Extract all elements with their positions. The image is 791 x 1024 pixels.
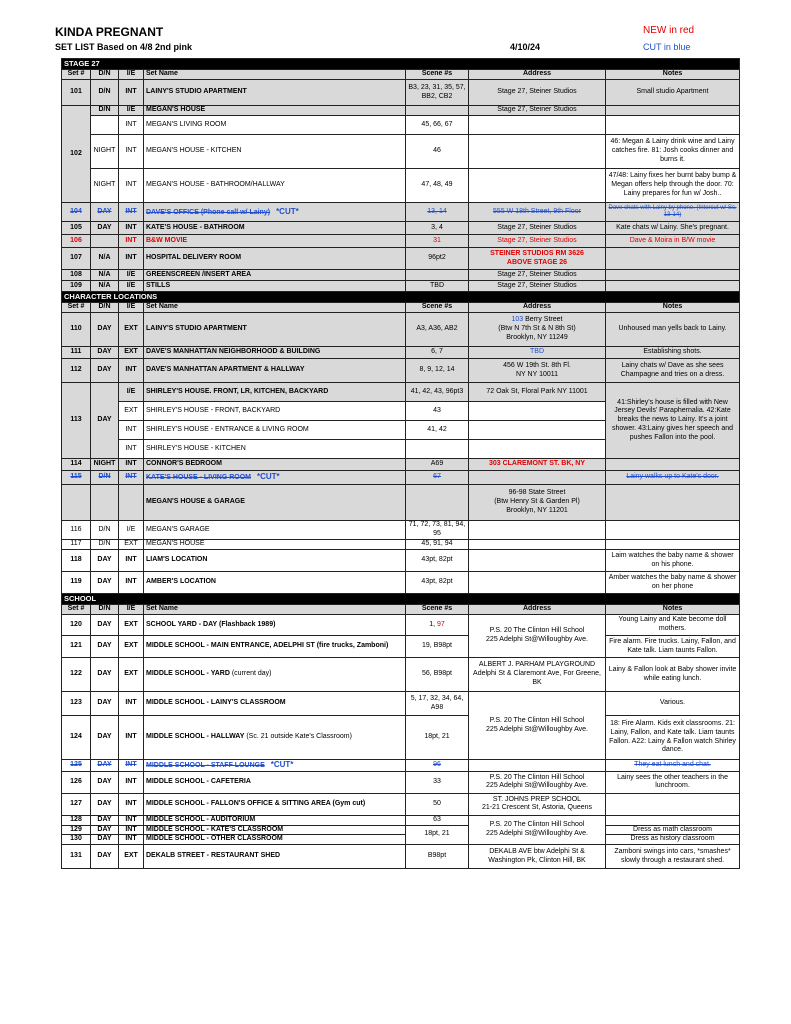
scenes: 1, 97 [406, 615, 469, 636]
table-row [62, 615, 740, 636]
col-address: Address [469, 70, 606, 80]
set-name: MIDDLE SCHOOL - MAIN ENTRANCE, ADELPHI ST (fire trucks, Zamboni) [144, 636, 406, 658]
col-dn: D/N [91, 70, 119, 80]
address: Stage 27, Steiner Studios [469, 222, 606, 235]
scenes: 67 [406, 471, 469, 485]
int-ext: INT [119, 550, 144, 572]
notes: Zamboni swings into cars, *smashes* slowly through a restaurant shed. [606, 845, 740, 869]
int-ext: INT [119, 235, 144, 248]
table-row [62, 248, 740, 270]
scenes: 43 [406, 402, 469, 421]
notes: Lainy sees the other teachers in the lunchroom. [606, 771, 740, 793]
day-night: N/A [91, 248, 119, 270]
scenes: 13, 14 [406, 203, 469, 222]
set-number: 113 [62, 383, 91, 459]
int-ext: INT [119, 203, 144, 222]
notes: Lainy walks up to Kate's door. [606, 471, 740, 485]
day-night: DAY [91, 825, 119, 835]
set-number: 120 [62, 615, 91, 636]
scenes: 45, 66, 67 [406, 116, 469, 135]
scenes: 31 [406, 235, 469, 248]
set-number: 116 [62, 521, 91, 540]
set-number: 105 [62, 222, 91, 235]
address: Stage 27, Steiner Studios [469, 281, 606, 292]
table-row [62, 116, 740, 135]
set-number: 125 [62, 760, 91, 772]
document-date: 4/10/24 [510, 42, 541, 52]
table-row [62, 658, 740, 692]
set-name: LAINY'S STUDIO APARTMENT [144, 313, 406, 347]
col-name: Set Name [144, 70, 406, 80]
notes: 41:Shirley's house is filled with New Jersey Devils' Paraphernalia. 42:Kate breaks the news to Lainy. It's a joint shower. 43:Lainy gives her speech and pushes Fallon into the pool. [606, 383, 740, 459]
int-ext: EXT [119, 636, 144, 658]
address: 72 Oak St, Floral Park NY 11001 [469, 383, 606, 402]
table-row [62, 203, 740, 222]
address: 456 W 19th St. 8th Fl. NY NY 10011 [469, 359, 606, 383]
day-night: DAY [91, 572, 119, 594]
table-row [62, 815, 740, 825]
notes: They eat lunch and chat. [606, 760, 740, 772]
day-night: DAY [91, 692, 119, 716]
day-night: DAY [91, 313, 119, 347]
int-ext: INT [119, 359, 144, 383]
set-name: DAVE'S MANHATTAN APARTMENT & HALLWAY [144, 359, 406, 383]
int-ext: INT [119, 835, 144, 845]
scenes: 18pt, 21 [406, 825, 469, 845]
table-row [62, 550, 740, 572]
int-ext: I/E [119, 106, 144, 116]
day-night: D/N [91, 521, 119, 540]
set-name: STILLS [144, 281, 406, 292]
set-number: 111 [62, 347, 91, 359]
set-number: 112 [62, 359, 91, 383]
section-title: SCHOOL [62, 594, 740, 605]
scenes: 50 [406, 793, 469, 815]
table-row [62, 540, 740, 550]
set-name: SCHOOL YARD - DAY (Flashback 1989) [144, 615, 406, 636]
set-number: 117 [62, 540, 91, 550]
notes: Lainy chats w/ Dave as she sees Champagne and tries on a dress. [606, 359, 740, 383]
int-ext: I/E [119, 383, 144, 402]
scenes: 96pt2 [406, 248, 469, 270]
day-night: DAY [91, 359, 119, 383]
notes: 47/48: Lainy fixes her burnt baby bump & Megan offers help through the door. 70: Lainy prepares for fun w/ Josh.. [606, 169, 740, 203]
notes: Laim watches the baby name & shower on his phone. [606, 550, 740, 572]
scenes: 63 [406, 815, 469, 825]
table-row [62, 471, 740, 485]
notes: Kate chats w/ Lainy. She's pregnant. [606, 222, 740, 235]
table-row [62, 235, 740, 248]
table-row [62, 771, 740, 793]
scenes: A3, A36, AB2 [406, 313, 469, 347]
address: Stage 27, Steiner Studios [469, 270, 606, 281]
set-number: 130 [62, 835, 91, 845]
set-name: SHIRLEY'S HOUSE - FRONT, BACKYARD [144, 402, 406, 421]
address: P.S. 20 The Clinton Hill School 225 Adelphi St@Willoughby Ave. [469, 692, 606, 760]
table-row [62, 485, 740, 521]
set-name: MIDDLE SCHOOL - CAFETERIA [144, 771, 406, 793]
set-name: B&W MOVIE [144, 235, 406, 248]
notes: Dress as history classroom [606, 835, 740, 845]
set-number: 115 [62, 471, 91, 485]
table-row [62, 281, 740, 292]
set-name: MEGAN'S GARAGE [144, 521, 406, 540]
set-number: 127 [62, 793, 91, 815]
day-night: DAY [91, 845, 119, 869]
int-ext: INT [119, 222, 144, 235]
day-night: DAY [91, 793, 119, 815]
int-ext: INT [119, 716, 144, 760]
document-subtitle: SET LIST Based on 4/8 2nd pink [55, 42, 193, 52]
day-night: DAY [91, 636, 119, 658]
set-name: KATE'S HOUSE - LIVING ROOM *CUT* [144, 471, 406, 485]
day-night: D/N [91, 80, 119, 106]
notes: Dave & Moira in B/W movie [606, 235, 740, 248]
day-night: DAY [91, 771, 119, 793]
section-header [62, 594, 740, 605]
set-name: MEGAN'S HOUSE - BATHROOM/HALLWAY [144, 169, 406, 203]
int-ext: INT [119, 471, 144, 485]
day-night: D/N [91, 106, 119, 116]
notes: Dress as math classroom [606, 825, 740, 835]
col-notes: Notes [606, 70, 740, 80]
int-ext: INT [119, 572, 144, 594]
scenes: A69 [406, 459, 469, 471]
notes: Amber watches the baby name & shower on her phone [606, 572, 740, 594]
scenes: 18pt, 21 [406, 716, 469, 760]
table-row [62, 845, 740, 869]
notes: Young Lainy and Kate become doll mothers. [606, 615, 740, 636]
set-name: MIDDLE SCHOOL - LAINY'S CLASSROOM [144, 692, 406, 716]
day-night: DAY [91, 550, 119, 572]
scenes: 71, 72, 73, 81, 94, 95 [406, 521, 469, 540]
day-night: D/N [91, 540, 119, 550]
section-header [62, 292, 740, 303]
notes: Unhoused man yells back to Lainy. [606, 313, 740, 347]
int-ext: INT [119, 440, 144, 459]
set-name: LIAM'S LOCATION [144, 550, 406, 572]
set-number: 102 [62, 106, 91, 203]
scenes: 43pt, 82pt [406, 550, 469, 572]
set-number: 129 [62, 825, 91, 835]
table-row [62, 459, 740, 471]
set-number: 109 [62, 281, 91, 292]
day-night: DAY [91, 716, 119, 760]
int-ext: INT [119, 135, 144, 169]
set-name: MIDDLE SCHOOL - OTHER CLASSROOM [144, 835, 406, 845]
day-night: DAY [91, 658, 119, 692]
address: DEKALB AVE btw Adelphi St & Washington Pk, Clinton Hill, BK [469, 845, 606, 869]
address: Stage 27, Steiner Studios [469, 80, 606, 106]
set-name: MIDDLE SCHOOL - STAFF LOUNGE *CUT* [144, 760, 406, 772]
cut-tag: *CUT* [256, 472, 280, 482]
cut-tag: *CUT* [276, 206, 299, 216]
set-number: 101 [62, 80, 91, 106]
address: P.S. 20 The Clinton Hill School 225 Adelphi St@Willoughby Ave. [469, 815, 606, 844]
set-name: HOSPITAL DELIVERY ROOM [144, 248, 406, 270]
scenes: 6, 7 [406, 347, 469, 359]
scenes: 46 [406, 135, 469, 169]
day-night: DAY [91, 383, 119, 459]
scenes: 33 [406, 771, 469, 793]
day-night: DAY [91, 222, 119, 235]
scenes: 5, 17, 32, 34, 64, A98 [406, 692, 469, 716]
set-name: DEKALB STREET - RESTAURANT SHED [144, 845, 406, 869]
int-ext: I/E [119, 521, 144, 540]
address: Stage 27, Steiner Studios [469, 235, 606, 248]
set-number: 126 [62, 771, 91, 793]
scenes: 19, B98pt [406, 636, 469, 658]
int-ext: INT [119, 771, 144, 793]
day-night: DAY [91, 615, 119, 636]
set-name: DAVE'S MANHATTAN NEIGHBORHOOD & BUILDING [144, 347, 406, 359]
day-night: DAY [91, 203, 119, 222]
set-name: MIDDLE SCHOOL - FALLON'S OFFICE & SITTING AREA (Gym cut) [144, 793, 406, 815]
column-header-row: Set # D/N I/E Set Name Scene #s Address Notes [62, 303, 740, 313]
scenes: 41, 42 [406, 421, 469, 440]
col-ie: I/E [119, 70, 144, 80]
set-name: SHIRLEY'S HOUSE - ENTRANCE & LIVING ROOM [144, 421, 406, 440]
set-number: 108 [62, 270, 91, 281]
set-name: MEGAN'S HOUSE - KITCHEN [144, 135, 406, 169]
notes: Small studio Apartment [606, 80, 740, 106]
set-name: MEGAN'S HOUSE [144, 106, 406, 116]
column-header-row [62, 70, 740, 80]
set-name: MEGAN'S HOUSE [144, 540, 406, 550]
int-ext: I/E [119, 281, 144, 292]
set-name: MIDDLE SCHOOL - YARD (current day) [144, 658, 406, 692]
legend-new-red: NEW in red [643, 25, 695, 36]
address: 303 CLAREMONT ST. BK, NY [469, 459, 606, 471]
int-ext: INT [119, 825, 144, 835]
notes: Fire alarm. Fire trucks. Lainy, Fallon, and Kate talk. Liam taunts Fallon. [606, 636, 740, 658]
notes: Establishing shots. [606, 347, 740, 359]
notes: Lainy & Fallon look at Baby shower invite while eating lunch. [606, 658, 740, 692]
set-number: 121 [62, 636, 91, 658]
int-ext: INT [119, 793, 144, 815]
address: 96-98 State Street (Btw Henry St & Garden Pl) Brooklyn, NY 11201 [469, 485, 606, 521]
int-ext: I/E [119, 270, 144, 281]
section-title: CHARACTER LOCATIONS [62, 292, 740, 303]
set-number: 119 [62, 572, 91, 594]
table-row [62, 835, 740, 845]
scenes: 96 [406, 760, 469, 772]
day-night: N/A [91, 281, 119, 292]
column-header-row: Set # D/N I/E Set Name Scene #s Address Notes [62, 605, 740, 615]
scenes: 56, B98pt [406, 658, 469, 692]
set-number: 114 [62, 459, 91, 471]
scenes: B98pt [406, 845, 469, 869]
int-ext: INT [119, 459, 144, 471]
table-row [62, 716, 740, 760]
table-row [62, 383, 740, 402]
table-row [62, 169, 740, 203]
set-number: 118 [62, 550, 91, 572]
int-ext: EXT [119, 347, 144, 359]
table-row [62, 793, 740, 815]
set-name: MEGAN'S HOUSE & GARAGE [144, 485, 406, 521]
int-ext: INT [119, 248, 144, 270]
day-night: DAY [91, 815, 119, 825]
address: TBD [469, 347, 606, 359]
table-row [62, 313, 740, 347]
table-row [62, 521, 740, 540]
table-row [62, 636, 740, 658]
int-ext: INT [119, 815, 144, 825]
set-number: 123 [62, 692, 91, 716]
set-number: 110 [62, 313, 91, 347]
legend-cut-blue: CUT in blue [643, 42, 691, 52]
set-name: MIDDLE SCHOOL - AUDITORIUM [144, 815, 406, 825]
address: P.S. 20 The Clinton Hill School 225 Adelphi St@Willoughby Ave. [469, 615, 606, 658]
int-ext: INT [119, 421, 144, 440]
set-name: MEGAN'S LIVING ROOM [144, 116, 406, 135]
int-ext: EXT [119, 615, 144, 636]
int-ext: EXT [119, 540, 144, 550]
col-set: Set # [62, 70, 91, 80]
int-ext: EXT [119, 845, 144, 869]
set-name: MIDDLE SCHOOL - HALLWAY (Sc. 21 outside Kate's Classroom) [144, 716, 406, 760]
scenes: 8, 9, 12, 14 [406, 359, 469, 383]
int-ext: INT [119, 116, 144, 135]
address: STEINER STUDIOS RM 3626 ABOVE STAGE 26 [469, 248, 606, 270]
set-name: AMBER'S LOCATION [144, 572, 406, 594]
address: P.S. 20 The Clinton Hill School 225 Adelphi St@Willoughby Ave. [469, 771, 606, 793]
table-row [62, 692, 740, 716]
int-ext: EXT [119, 402, 144, 421]
day-night: NIGHT [91, 135, 119, 169]
scenes: 41, 42, 43, 96pt3 [406, 383, 469, 402]
set-number: 128 [62, 815, 91, 825]
day-night: NIGHT [91, 169, 119, 203]
col-scenes: Scene #s [406, 70, 469, 80]
scenes: B3, 23, 31, 35, 57, BB2, CB2 [406, 80, 469, 106]
set-number: 122 [62, 658, 91, 692]
int-ext: EXT [119, 658, 144, 692]
cut-tag: *CUT* [270, 760, 294, 769]
address: ST. JOHNS PREP SCHOOL 21-21 Crescent St, Astoria, Queens [469, 793, 606, 815]
notes: Various. [606, 692, 740, 716]
int-ext: EXT [119, 313, 144, 347]
set-number: 106 [62, 235, 91, 248]
notes: 18: Fire Alarm. Kids exit classrooms. 21: Lainy, Fallon, and Kate talk. Liam taunts Fallon. A22: Lainy & Fallon watch Shirley dance. [606, 716, 740, 760]
table-row [62, 106, 740, 116]
int-ext: INT [119, 169, 144, 203]
table-row [62, 222, 740, 235]
address: Stage 27, Steiner Studios [469, 106, 606, 116]
set-number: 107 [62, 248, 91, 270]
table-row [62, 572, 740, 594]
day-night: DAY [91, 347, 119, 359]
table-row [62, 270, 740, 281]
set-name: MIDDLE SCHOOL - KATE'S CLASSROOM [144, 825, 406, 835]
document-title: KINDA PREGNANT [55, 25, 164, 39]
table-row [62, 347, 740, 359]
scenes: 45, 91, 94 [406, 540, 469, 550]
day-night: D/N [91, 471, 119, 485]
day-night: DAY [91, 835, 119, 845]
set-name: GREENSCREEN /INSERT AREA [144, 270, 406, 281]
int-ext: INT [119, 760, 144, 772]
set-number: 104 [62, 203, 91, 222]
set-name: KATE'S HOUSE - BATHROOM [144, 222, 406, 235]
day-night: DAY [91, 760, 119, 772]
set-name: SHIRLEY'S HOUSE. FRONT, LR, KITCHEN, BACKYARD [144, 383, 406, 402]
int-ext: INT [119, 692, 144, 716]
table-row [62, 825, 740, 835]
set-name: SHIRLEY'S HOUSE - KITCHEN [144, 440, 406, 459]
set-name: DAVE'S OFFICE (Phone call w/ Lainy) *CUT* [144, 203, 406, 222]
scenes: 47, 48, 49 [406, 169, 469, 203]
address: 103 Berry Street (Btw N 7th St & N 8th St) Brooklyn, NY 11249 [469, 313, 606, 347]
int-ext: INT [119, 80, 144, 106]
table-row [62, 135, 740, 169]
address: 555 W 18th Street, 9th Floor [469, 203, 606, 222]
notes: Dave chats with Lainy by phone. (Intercut w/ Sc. 13-14) [606, 203, 740, 222]
set-number: 124 [62, 716, 91, 760]
set-list-table [61, 58, 740, 869]
section-header [62, 59, 740, 70]
table-row [62, 80, 740, 106]
set-name: CONNOR'S BEDROOM [144, 459, 406, 471]
notes: 46: Megan & Lainy drink wine and Lainy catches fire. 81: Josh cooks dinner and burns it. [606, 135, 740, 169]
set-name: LAINY'S STUDIO APARTMENT [144, 80, 406, 106]
scenes: TBD [406, 281, 469, 292]
address: ALBERT J. PARHAM PLAYGROUND Adelphi St & Claremont Ave, For Greene, BK [469, 658, 606, 692]
day-night: N/A [91, 270, 119, 281]
scenes: 43pt, 82pt [406, 572, 469, 594]
set-number: 131 [62, 845, 91, 869]
table-row [62, 760, 740, 772]
day-night: NIGHT [91, 459, 119, 471]
scenes: 3, 4 [406, 222, 469, 235]
section-title: STAGE 27 [62, 59, 740, 70]
table-row [62, 359, 740, 383]
